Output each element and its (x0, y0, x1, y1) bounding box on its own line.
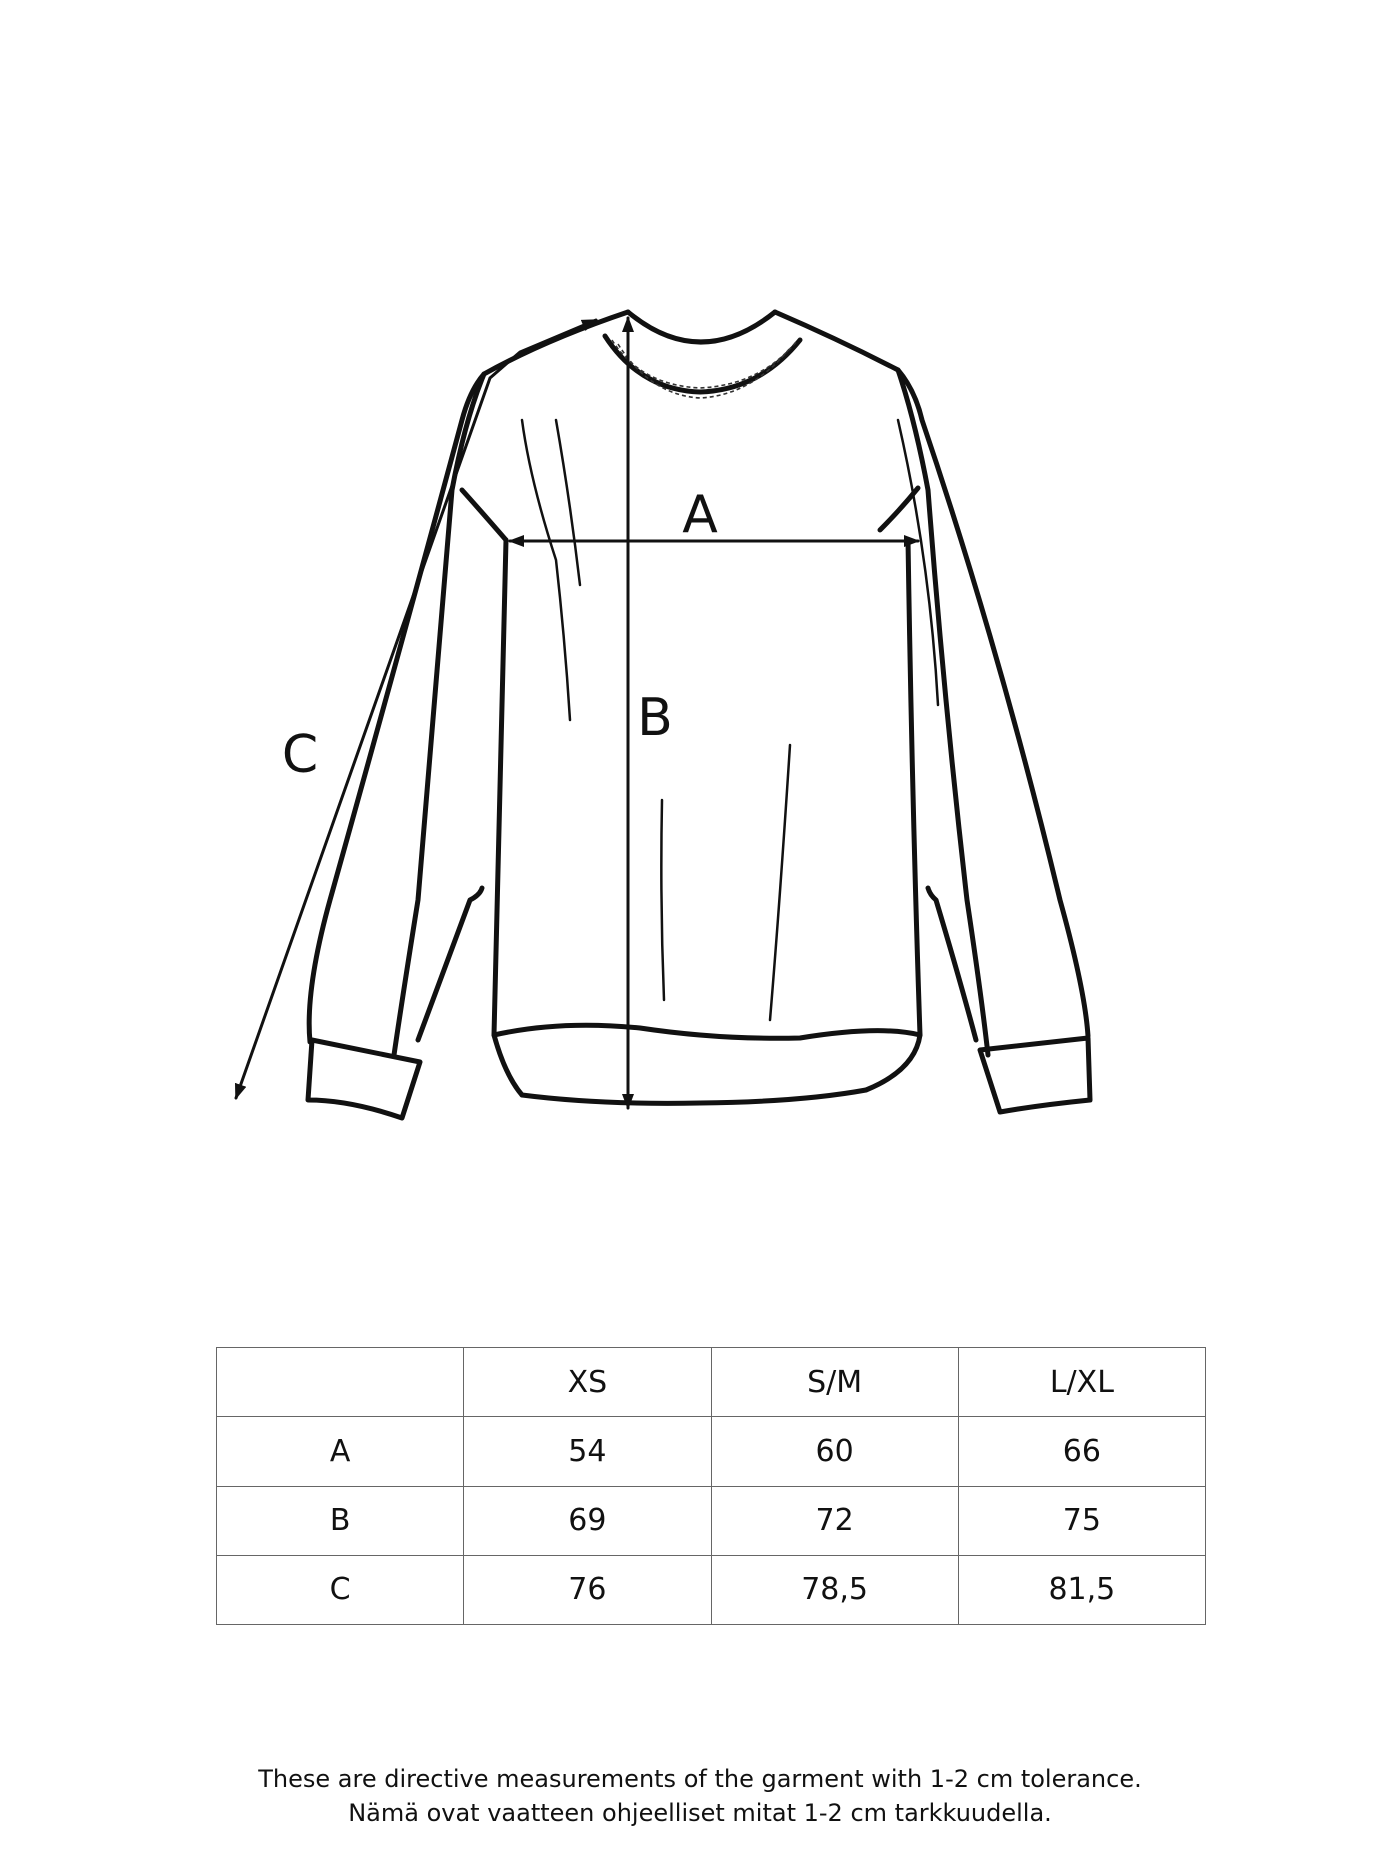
measurement-a-label: A (682, 485, 718, 545)
table-row (217, 1555, 1206, 1624)
note-finnish: Nämä ovat vaatteen ohjeelliset mitat 1-2 cm tarkkuudella. (348, 1799, 1052, 1827)
fold-lines (522, 420, 938, 1020)
table-cell: 54 (464, 1417, 711, 1486)
row-label-a: A (217, 1417, 464, 1486)
measurement-c-arrow (236, 320, 596, 1098)
table-cell: 76 (464, 1555, 711, 1624)
measurement-b-label: B (637, 688, 673, 748)
sweatshirt-outline (308, 312, 1090, 1118)
note-english: These are directive measurements of the garment with 1-2 cm tolerance. (258, 1765, 1142, 1793)
table-cell: 78,5 (711, 1555, 958, 1624)
row-label-c: C (217, 1555, 464, 1624)
table-cell: 81,5 (958, 1555, 1205, 1624)
table-cell: 72 (711, 1486, 958, 1555)
size-chart-table (216, 1347, 1206, 1625)
table-cell: 66 (958, 1417, 1205, 1486)
table-cell: 69 (464, 1486, 711, 1555)
neck-stitching-inner (612, 340, 796, 388)
table-header-xs: XS (464, 1348, 711, 1417)
row-label-b: B (217, 1486, 464, 1555)
table-row (217, 1486, 1206, 1555)
table-header-sm: S/M (711, 1348, 958, 1417)
measurement-notes (0, 1762, 1400, 1830)
table-row (217, 1417, 1206, 1486)
table-header-empty (217, 1348, 464, 1417)
table-header-row (217, 1348, 1206, 1417)
table-cell: 60 (711, 1417, 958, 1486)
measurement-c-label: C (281, 725, 319, 785)
table-cell: 75 (958, 1486, 1205, 1555)
table-header-lxl: L/XL (958, 1348, 1205, 1417)
